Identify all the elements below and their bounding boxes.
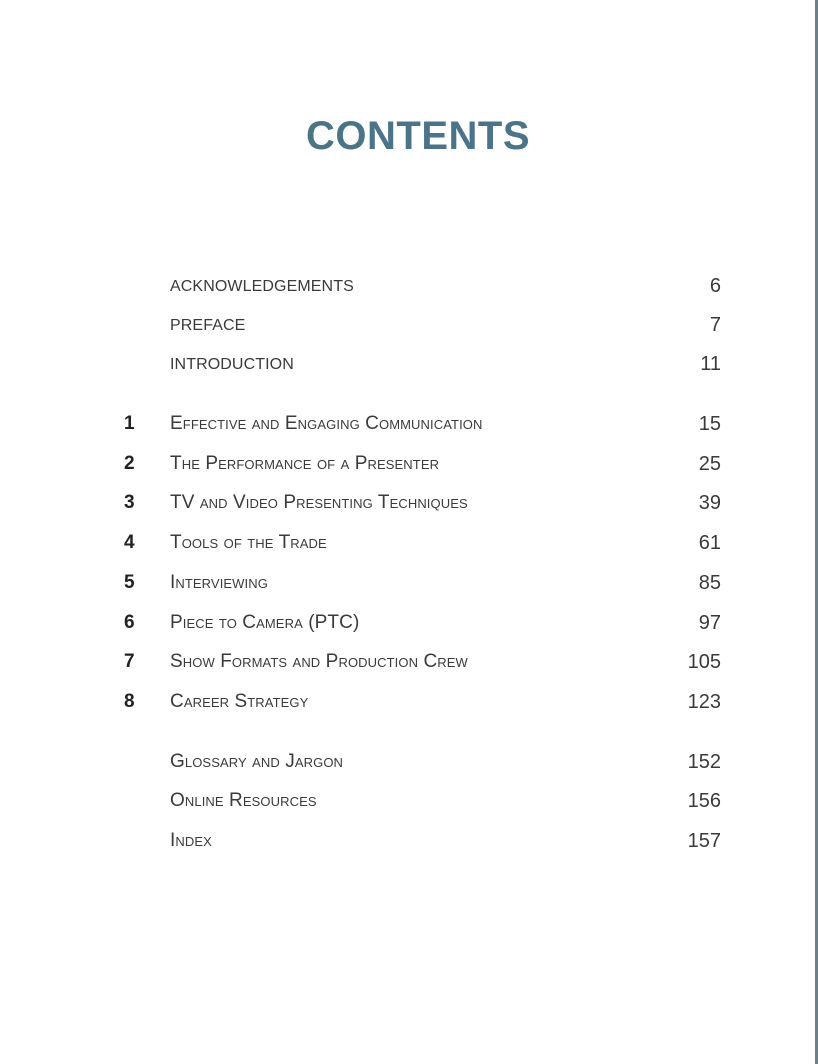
toc-entry-label: TV and Video Presenting Techniques: [170, 492, 468, 513]
toc-page-number: 25: [698, 453, 721, 475]
toc-page-number: 157: [687, 830, 721, 852]
chapter-number: 3: [124, 492, 135, 513]
toc-page-number: 15: [698, 413, 721, 435]
toc-entry-label: Interviewing: [170, 572, 268, 593]
toc-page-number: 97: [698, 612, 721, 634]
toc-row-chapter-5[interactable]: [0, 572, 818, 600]
toc-entry-label: Index: [170, 830, 212, 851]
toc-entry-label: Piece to Camera (PTC): [170, 612, 360, 633]
chapter-number: 7: [124, 651, 135, 672]
toc-page-number: 7: [709, 314, 721, 336]
toc-row-index[interactable]: [0, 830, 818, 858]
chapter-number: 5: [124, 572, 135, 593]
toc-entry-label: Effective and Engaging Communication: [170, 413, 483, 434]
chapter-number: 6: [124, 612, 135, 633]
toc-page-number: 105: [687, 651, 721, 673]
toc-row-chapter-2[interactable]: [0, 453, 818, 481]
toc-entry-label: The Performance of a Presenter: [170, 453, 440, 474]
toc-entry-label: INTRODUCTION: [170, 356, 294, 373]
toc-entry-label: PREFACE: [170, 317, 246, 334]
toc-row-glossary[interactable]: [0, 751, 818, 779]
chapter-number: 2: [124, 453, 135, 474]
toc-entry-label: Glossary and Jargon: [170, 751, 344, 772]
toc-page-number: 6: [709, 275, 721, 297]
toc-page-number: 39: [698, 492, 721, 514]
toc-row-chapter-1[interactable]: [0, 413, 818, 441]
toc-row-preface[interactable]: [0, 314, 818, 342]
page-title: CONTENTS: [306, 114, 530, 158]
chapter-number: 8: [124, 691, 135, 712]
toc-row-chapter-6[interactable]: [0, 612, 818, 640]
toc-row-chapter-4[interactable]: [0, 532, 818, 560]
chapter-number: 1: [124, 413, 135, 434]
toc-page-number: 11: [700, 353, 721, 375]
toc-row-chapter-3[interactable]: [0, 492, 818, 520]
toc-page-number: 156: [687, 790, 721, 812]
toc-entry-label: Online Resources: [170, 790, 317, 811]
toc-page-number: 85: [698, 572, 721, 594]
toc-page-number: 152: [687, 751, 721, 773]
toc-entry-label: Show Formats and Production Crew: [170, 651, 468, 672]
chapter-number: 4: [124, 532, 135, 553]
toc-row-chapter-7[interactable]: [0, 651, 818, 679]
toc-entry-label: Career Strategy: [170, 691, 309, 712]
toc-page-number: 61: [698, 532, 721, 554]
toc-row-chapter-8[interactable]: [0, 691, 818, 719]
toc-row-online-resources[interactable]: [0, 790, 818, 818]
toc-page-number: 123: [687, 691, 721, 713]
toc-row-introduction[interactable]: [0, 353, 818, 381]
toc-entry-label: Tools of the Trade: [170, 532, 327, 553]
toc-row-acknowledgements[interactable]: [0, 275, 818, 303]
toc-entry-label: ACKNOWLEDGEMENTS: [170, 278, 354, 295]
